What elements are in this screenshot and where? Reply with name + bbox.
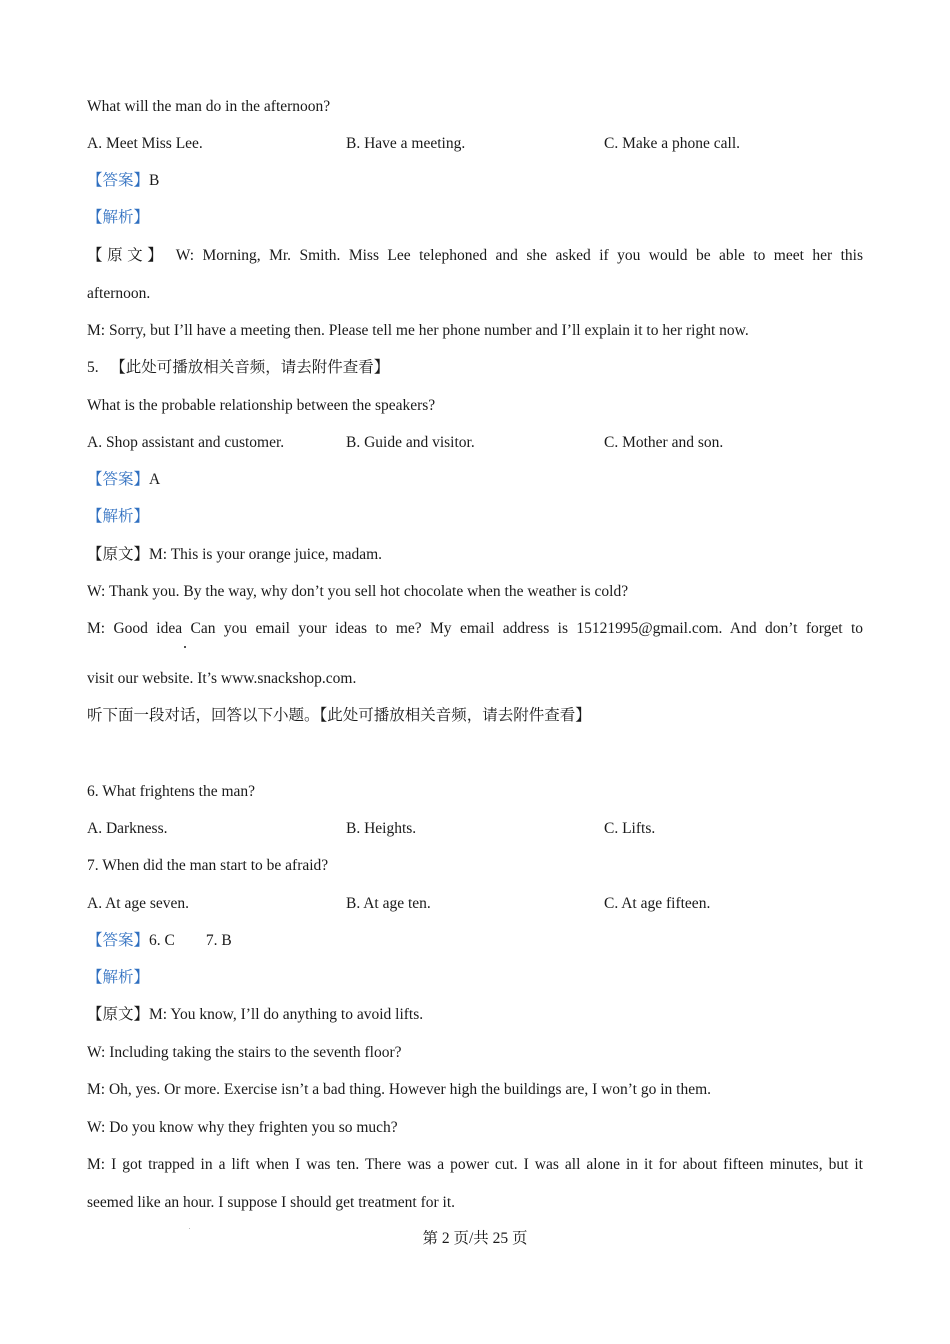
- answer-value: 6. C 7. B: [149, 932, 232, 949]
- option-c: C. Mother and son.: [604, 434, 724, 451]
- analysis-tag: 【解析】: [87, 969, 150, 986]
- transcript-line: [87, 545, 382, 565]
- section-instruction: 听下面一段对话，回答以下小题。【此处可播放相关音频，请去附件查看】: [87, 707, 591, 724]
- transcript-line: W: Thank you. By the way, why don’t you sell hot chocolate when the weather is cold?: [87, 583, 629, 600]
- analysis-tag: 【解析】: [87, 508, 150, 525]
- option-c: C. At age fifteen.: [604, 895, 711, 912]
- transcript-line: W: Do you know why they frighten you so much?: [87, 1119, 398, 1136]
- option-a: A. Meet Miss Lee.: [87, 135, 203, 152]
- question-text: What will the man do in the afternoon?: [87, 98, 331, 115]
- option-c: C. Make a phone call.: [604, 135, 741, 152]
- transcript-line: afternoon.: [87, 285, 151, 302]
- original-tag: 【原文】: [87, 1006, 150, 1023]
- transcript-text: W: Morning, Mr. Smith. Miss Lee telephoned and she asked if you would be able to meet her this: [175, 247, 863, 264]
- page-number: 第 2 页/共 25 页: [422, 1230, 528, 1247]
- option-a: A. Darkness.: [87, 820, 168, 837]
- answer-line: [87, 171, 159, 191]
- answer-tag: 【答案】: [87, 172, 150, 189]
- option-a: A. Shop assistant and customer.: [87, 434, 285, 451]
- transcript-line: [87, 1005, 423, 1025]
- option-b: B. Guide and visitor.: [346, 434, 475, 451]
- original-tag: 【原文】: [87, 247, 168, 264]
- question-text: What is the probable relationship between the speakers?: [87, 397, 436, 414]
- transcript-line: M: I got trapped in a lift when I was ten. There was a power cut. I was all alone in it for about fifteen minutes, but it: [87, 1156, 863, 1173]
- answer-line: [87, 470, 160, 490]
- transcript-text: M: You know, I’ll do anything to avoid lifts.: [149, 1006, 424, 1023]
- transcript-line: seemed like an hour. I suppose I should get treatment for it.: [87, 1194, 456, 1211]
- transcript-line: W: Including taking the stairs to the seventh floor?: [87, 1044, 402, 1061]
- audio-note[interactable]: 【此处可播放相关音频，请去附件查看】: [110, 359, 390, 376]
- transcript-text: M: This is your orange juice, madam.: [149, 546, 383, 563]
- question-text: 7. When did the man start to be afraid?: [87, 857, 329, 874]
- option-c: C. Lifts.: [604, 820, 656, 837]
- question-header: [87, 358, 389, 378]
- answer-tag: 【答案】: [87, 471, 150, 488]
- transcript-line: visit our website. It’s www.snackshop.com.: [87, 670, 357, 687]
- option-b: B. At age ten.: [346, 895, 431, 912]
- transcript-line: [87, 246, 863, 266]
- answer-value: B: [149, 172, 160, 189]
- stray-dot: [184, 646, 186, 648]
- option-a: A. At age seven.: [87, 895, 190, 912]
- transcript-line: M: Sorry, but I’ll have a meeting then. Please tell me her phone number and I’ll explain it to her right now.: [87, 322, 749, 339]
- analysis-tag: 【解析】: [87, 209, 150, 226]
- answer-line: [87, 931, 232, 951]
- transcript-line: M: Oh, yes. Or more. Exercise isn’t a bad thing. However high the buildings are, I won’t go in them.: [87, 1081, 712, 1098]
- original-tag: 【原文】: [87, 546, 150, 563]
- question-text: 6. What frightens the man?: [87, 783, 256, 800]
- answer-tag: 【答案】: [87, 932, 150, 949]
- question-number: 5.: [87, 359, 99, 376]
- option-b: B. Heights.: [346, 820, 417, 837]
- answer-value: A: [149, 471, 161, 488]
- transcript-line: M: Good idea Can you email your ideas to me? My email address is 15121995@gmail.com. And don’t forget to: [87, 620, 863, 637]
- option-b: B. Have a meeting.: [346, 135, 466, 152]
